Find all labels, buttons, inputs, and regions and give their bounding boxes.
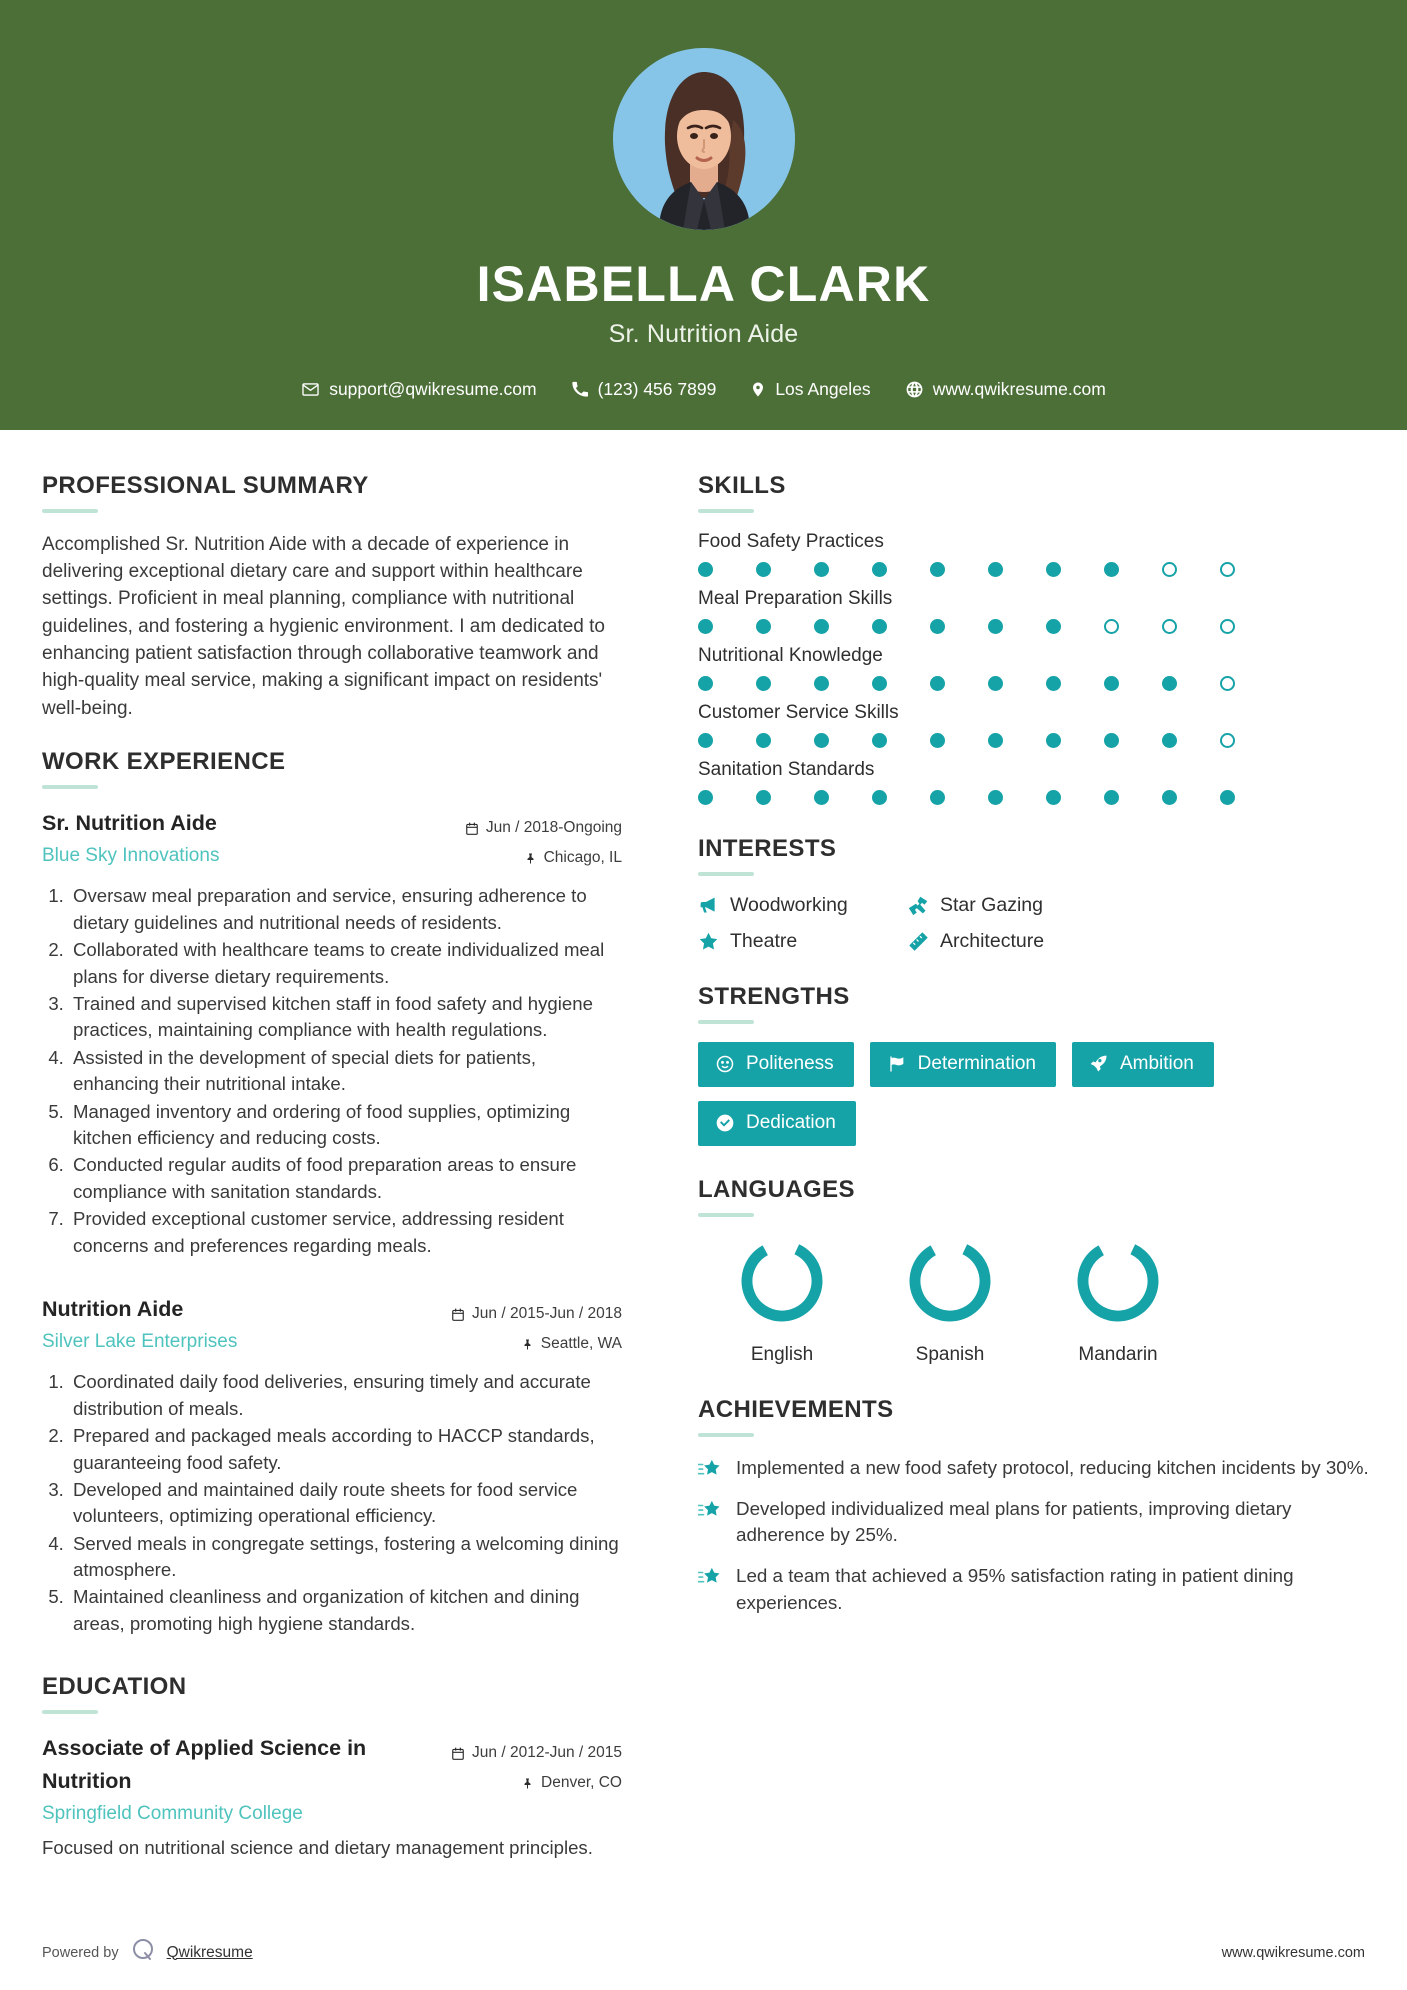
section-languages bbox=[698, 1176, 1371, 1366]
job-bullet: 2. Prepared and packaged meals according to HACCP standards, guaranteeing food safety. bbox=[69, 1423, 622, 1476]
skill-rating bbox=[698, 619, 1371, 634]
section-rule bbox=[42, 785, 98, 789]
contact-email-value: support@qwikresume.com bbox=[329, 378, 537, 399]
skill-rating bbox=[698, 733, 1371, 748]
skill-item bbox=[698, 645, 1371, 691]
skill-dot-empty bbox=[1220, 733, 1235, 748]
language-item bbox=[698, 1235, 866, 1366]
skill-name: Meal Preparation Skills bbox=[698, 587, 893, 609]
strength-label: Politeness bbox=[746, 1052, 834, 1074]
skill-dot-filled bbox=[1046, 676, 1061, 691]
calendar-icon bbox=[451, 1746, 465, 1761]
job-bullet: 5. Managed inventory and ordering of food supplies, optimizing kitchen efficiency and reducing costs. bbox=[69, 1099, 622, 1152]
skill-dot-empty bbox=[1104, 619, 1119, 634]
strength-label: Dedication bbox=[746, 1111, 836, 1133]
envelope-icon bbox=[301, 380, 320, 399]
section-rule bbox=[698, 1020, 754, 1024]
job-bullet: 1. Oversaw meal preparation and service, ensuring adherence to dietary guidelines and nutritional needs of residents. bbox=[69, 883, 622, 936]
section-education bbox=[42, 1673, 622, 1862]
skill-dot-filled bbox=[814, 790, 829, 805]
contact-location[interactable] bbox=[733, 379, 887, 400]
strength-chip bbox=[870, 1042, 1056, 1087]
skill-dot-filled bbox=[698, 562, 713, 577]
section-interests bbox=[698, 835, 1371, 953]
language-label: Mandarin bbox=[1078, 1343, 1158, 1365]
section-work-experience bbox=[42, 748, 622, 1637]
powered-by-label: Powered by bbox=[42, 1944, 119, 1961]
job-location-line bbox=[451, 1329, 622, 1359]
skill-item bbox=[698, 759, 1371, 805]
achievement-item bbox=[698, 1455, 1371, 1481]
skill-dot-filled bbox=[756, 619, 771, 634]
job-dates-line bbox=[465, 813, 622, 843]
language-label: Spanish bbox=[915, 1343, 985, 1365]
skill-dot-filled bbox=[756, 676, 771, 691]
interest-label: Architecture bbox=[940, 929, 1045, 952]
job-title: Sr. Nutrition Aide bbox=[608, 319, 799, 348]
star-icon bbox=[698, 931, 719, 952]
skill-dot-empty bbox=[1162, 619, 1177, 634]
hammer-icon bbox=[908, 895, 929, 916]
skill-dot-filled bbox=[814, 562, 829, 577]
skill-dot-filled bbox=[1046, 562, 1061, 577]
interest-item bbox=[908, 930, 1371, 953]
skill-dot-empty bbox=[1162, 562, 1177, 577]
contact-website-value: www.qwikresume.com bbox=[932, 378, 1106, 399]
footer-website: www.qwikresume.com bbox=[1221, 1944, 1365, 1961]
job-bullet: 5. Maintained cleanliness and organization of kitchen and dining areas, promoting high hygiene standards. bbox=[69, 1584, 622, 1637]
job-location-line bbox=[465, 843, 622, 873]
rocket-icon bbox=[1089, 1054, 1109, 1074]
skill-dot-filled bbox=[1162, 733, 1177, 748]
language-item bbox=[866, 1235, 1034, 1366]
education-dates-line bbox=[451, 1738, 622, 1768]
skill-dot-filled bbox=[930, 733, 945, 748]
skill-dot-filled bbox=[988, 733, 1003, 748]
skill-name: Food Safety Practices bbox=[698, 530, 884, 552]
strengths-chips bbox=[698, 1042, 1371, 1146]
achievement-item bbox=[698, 1563, 1371, 1616]
education-item-header bbox=[42, 1732, 622, 1829]
section-professional-summary bbox=[42, 472, 622, 723]
skill-dot-filled bbox=[872, 562, 887, 577]
strength-label: Determination bbox=[917, 1052, 1036, 1074]
left-column bbox=[0, 430, 660, 1922]
language-item bbox=[1034, 1235, 1202, 1366]
skill-dot-filled bbox=[872, 733, 887, 748]
qwikresume-logo-icon bbox=[130, 1937, 156, 1968]
pin-icon bbox=[522, 1337, 534, 1352]
section-rule bbox=[698, 1433, 754, 1437]
section-rule bbox=[698, 509, 754, 513]
experience-item-header bbox=[42, 1293, 622, 1359]
globe-icon bbox=[905, 380, 924, 399]
skill-dot-empty bbox=[1220, 676, 1235, 691]
resume-footer bbox=[0, 1921, 1407, 1990]
interests-grid bbox=[698, 894, 1371, 953]
summary-heading: PROFESSIONAL SUMMARY bbox=[42, 471, 369, 499]
skill-dot-filled bbox=[756, 790, 771, 805]
ruler-icon bbox=[908, 931, 929, 952]
contact-phone-value: (123) 456 7899 bbox=[597, 378, 717, 399]
language-label: English bbox=[750, 1343, 814, 1365]
interest-item bbox=[908, 894, 1371, 917]
section-rule bbox=[698, 872, 754, 876]
job-bullet: 3. Developed and maintained daily route sheets for food service volunteers, optimizing operational efficiency. bbox=[69, 1477, 622, 1530]
pin-icon bbox=[525, 851, 537, 866]
education-school: Springfield Community College bbox=[42, 1802, 303, 1824]
achievement-item bbox=[698, 1496, 1371, 1549]
phone-icon bbox=[571, 380, 589, 398]
languages-list bbox=[698, 1235, 1371, 1366]
job-bullet: 6. Conducted regular audits of food preparation areas to ensure compliance with sanitation standards. bbox=[69, 1152, 622, 1205]
full-name: ISABELLA CLARK bbox=[476, 256, 931, 312]
skill-dot-filled bbox=[814, 676, 829, 691]
contact-phone[interactable] bbox=[554, 379, 734, 400]
achievement-text: Developed individualized meal plans for patients, improving dietary adherence by 25%. bbox=[736, 1497, 1292, 1546]
skill-item bbox=[698, 531, 1371, 577]
skill-name: Nutritional Knowledge bbox=[698, 644, 883, 666]
education-item-meta bbox=[451, 1732, 622, 1798]
skill-dot-filled bbox=[872, 790, 887, 805]
achievements-heading: ACHIEVEMENTS bbox=[698, 1395, 894, 1423]
calendar-icon bbox=[451, 1307, 465, 1322]
strengths-heading: STRENGTHS bbox=[698, 982, 850, 1010]
shooting-star-icon bbox=[698, 1455, 722, 1481]
interest-label: Theatre bbox=[730, 929, 798, 952]
interest-item bbox=[698, 930, 908, 953]
job-bullet: 2. Collaborated with healthcare teams to create individualized meal plans for diverse dietary requirements. bbox=[69, 937, 622, 990]
section-rule bbox=[42, 1710, 98, 1714]
check-circle-icon bbox=[715, 1113, 735, 1133]
interest-label: Star Gazing bbox=[940, 893, 1043, 916]
smiley-icon bbox=[715, 1054, 735, 1074]
interest-item bbox=[698, 894, 908, 917]
megaphone-icon bbox=[698, 895, 719, 916]
job-company: Blue Sky Innovations bbox=[42, 845, 220, 867]
contact-website[interactable] bbox=[888, 379, 1123, 400]
skill-dot-empty bbox=[1220, 562, 1235, 577]
skill-dot-filled bbox=[698, 733, 713, 748]
skill-rating bbox=[698, 562, 1371, 577]
experience-item-titles bbox=[42, 807, 465, 872]
skill-dot-filled bbox=[988, 619, 1003, 634]
skill-dot-filled bbox=[756, 733, 771, 748]
map-pin-icon bbox=[750, 380, 766, 399]
job-bullets bbox=[42, 1369, 622, 1637]
education-item bbox=[42, 1732, 622, 1862]
job-bullet: 4. Served meals in congregate settings, fostering a welcoming dining atmosphere. bbox=[69, 1531, 622, 1584]
section-skills bbox=[698, 472, 1371, 805]
flag-icon bbox=[887, 1054, 907, 1074]
contact-row bbox=[284, 379, 1123, 400]
job-location: Seattle, WA bbox=[540, 1335, 622, 1353]
job-company: Silver Lake Enterprises bbox=[42, 1331, 238, 1353]
skill-dot-filled bbox=[872, 676, 887, 691]
skill-dot-filled bbox=[1220, 790, 1235, 805]
section-rule bbox=[42, 509, 98, 513]
skill-dot-filled bbox=[698, 676, 713, 691]
section-strengths bbox=[698, 983, 1371, 1146]
skill-dot-filled bbox=[1046, 790, 1061, 805]
education-item-titles bbox=[42, 1732, 451, 1829]
calendar-icon bbox=[465, 821, 479, 836]
summary-text: Accomplished Sr. Nutrition Aide with a decade of experience in delivering exceptional dietary care and support within healthcare settings. Proficient in meal planning, compliance with nutritional guidelines, and fostering a hygienic environment. I am dedicated to enhancing patient satisfaction through collaborative teamwork and high-quality meal service, making a significant impact on residents' well-being. bbox=[42, 533, 605, 719]
experience-heading: WORK EXPERIENCE bbox=[42, 748, 286, 776]
strength-chip bbox=[1072, 1042, 1214, 1087]
skill-dot-filled bbox=[930, 676, 945, 691]
strength-label: Ambition bbox=[1119, 1052, 1194, 1074]
skill-dot-filled bbox=[1162, 676, 1177, 691]
experience-item bbox=[42, 807, 622, 1259]
skill-rating bbox=[698, 676, 1371, 691]
job-bullet: 4. Assisted in the development of special diets for patients, enhancing their nutritional intake. bbox=[69, 1045, 622, 1098]
skill-dot-filled bbox=[1104, 733, 1119, 748]
skill-dot-filled bbox=[988, 790, 1003, 805]
skill-dot-filled bbox=[930, 562, 945, 577]
skill-dot-filled bbox=[988, 676, 1003, 691]
skill-dot-filled bbox=[930, 619, 945, 634]
skill-rating bbox=[698, 790, 1371, 805]
job-role: Nutrition Aide bbox=[42, 1296, 184, 1321]
skill-dot-filled bbox=[1104, 676, 1119, 691]
experience-item-titles bbox=[42, 1293, 451, 1358]
skill-dot-filled bbox=[814, 733, 829, 748]
skill-dot-filled bbox=[756, 562, 771, 577]
skill-dot-filled bbox=[872, 619, 887, 634]
education-note: Focused on nutritional science and dietary management principles. bbox=[42, 1837, 593, 1859]
job-dates: Jun / 2015-Jun / 2018 bbox=[472, 1304, 622, 1322]
skill-dot-filled bbox=[1046, 619, 1061, 634]
skill-dot-filled bbox=[698, 619, 713, 634]
job-role: Sr. Nutrition Aide bbox=[42, 811, 217, 836]
section-achievements bbox=[698, 1396, 1371, 1617]
achievements-list bbox=[698, 1455, 1371, 1617]
education-dates: Jun / 2012-Jun / 2015 bbox=[472, 1744, 622, 1762]
skill-dot-filled bbox=[1104, 562, 1119, 577]
job-dates-line bbox=[451, 1299, 622, 1329]
skills-heading: SKILLS bbox=[698, 471, 786, 499]
contact-email[interactable] bbox=[284, 379, 553, 400]
language-donut bbox=[904, 1235, 996, 1332]
strength-chip bbox=[698, 1042, 854, 1087]
experience-item-meta bbox=[465, 807, 622, 873]
right-column bbox=[660, 430, 1407, 1922]
skill-dot-filled bbox=[988, 562, 1003, 577]
skill-name: Customer Service Skills bbox=[698, 701, 899, 723]
education-location: Denver, CO bbox=[541, 1774, 622, 1792]
skill-dot-filled bbox=[1162, 790, 1177, 805]
experience-item-header bbox=[42, 807, 622, 873]
job-bullet: 7. Provided exceptional customer service, addressing resident concerns and preferences regarding meals. bbox=[69, 1206, 622, 1259]
skill-dot-empty bbox=[1220, 619, 1235, 634]
education-degree: Associate of Applied Science in Nutrition bbox=[42, 1736, 367, 1793]
experience-item-meta bbox=[451, 1293, 622, 1359]
avatar bbox=[613, 48, 795, 230]
language-donut bbox=[736, 1235, 828, 1332]
education-location-line bbox=[451, 1768, 622, 1798]
footer-brand bbox=[42, 1937, 253, 1968]
shooting-star-icon bbox=[698, 1496, 722, 1522]
job-bullets bbox=[42, 883, 622, 1258]
skill-name: Sanitation Standards bbox=[698, 758, 875, 780]
languages-heading: LANGUAGES bbox=[698, 1175, 855, 1203]
strength-chip bbox=[698, 1101, 856, 1146]
achievement-text: Implemented a new food safety protocol, reducing kitchen incidents by 30%. bbox=[736, 1456, 1369, 1478]
skills-list bbox=[698, 531, 1371, 805]
skill-dot-filled bbox=[930, 790, 945, 805]
shooting-star-icon bbox=[698, 1563, 722, 1589]
job-location: Chicago, IL bbox=[543, 849, 622, 867]
job-bullet: 1. Coordinated daily food deliveries, ensuring timely and accurate distribution of meals. bbox=[69, 1369, 622, 1422]
skill-item bbox=[698, 588, 1371, 634]
experience-item bbox=[42, 1293, 622, 1637]
skill-dot-filled bbox=[1046, 733, 1061, 748]
resume-header bbox=[0, 0, 1407, 430]
skill-dot-filled bbox=[814, 619, 829, 634]
qwikresume-link[interactable]: Qwikresume bbox=[166, 1943, 253, 1961]
section-rule bbox=[698, 1213, 754, 1217]
pin-icon bbox=[522, 1776, 534, 1791]
contact-location-value: Los Angeles bbox=[775, 378, 871, 399]
skill-item bbox=[698, 702, 1371, 748]
education-heading: EDUCATION bbox=[42, 1673, 187, 1701]
resume-body bbox=[0, 430, 1407, 1922]
job-dates: Jun / 2018-Ongoing bbox=[485, 819, 622, 837]
skill-dot-filled bbox=[698, 790, 713, 805]
skill-dot-filled bbox=[1104, 790, 1119, 805]
language-donut bbox=[1072, 1235, 1164, 1332]
interest-label: Woodworking bbox=[730, 893, 848, 916]
achievement-text: Led a team that achieved a 95% satisfaction rating in patient dining experiences. bbox=[736, 1565, 1294, 1613]
job-bullet: 3. Trained and supervised kitchen staff in food safety and hygiene practices, maintaining compliance with health regulations. bbox=[69, 991, 622, 1044]
interests-heading: INTERESTS bbox=[698, 834, 837, 862]
